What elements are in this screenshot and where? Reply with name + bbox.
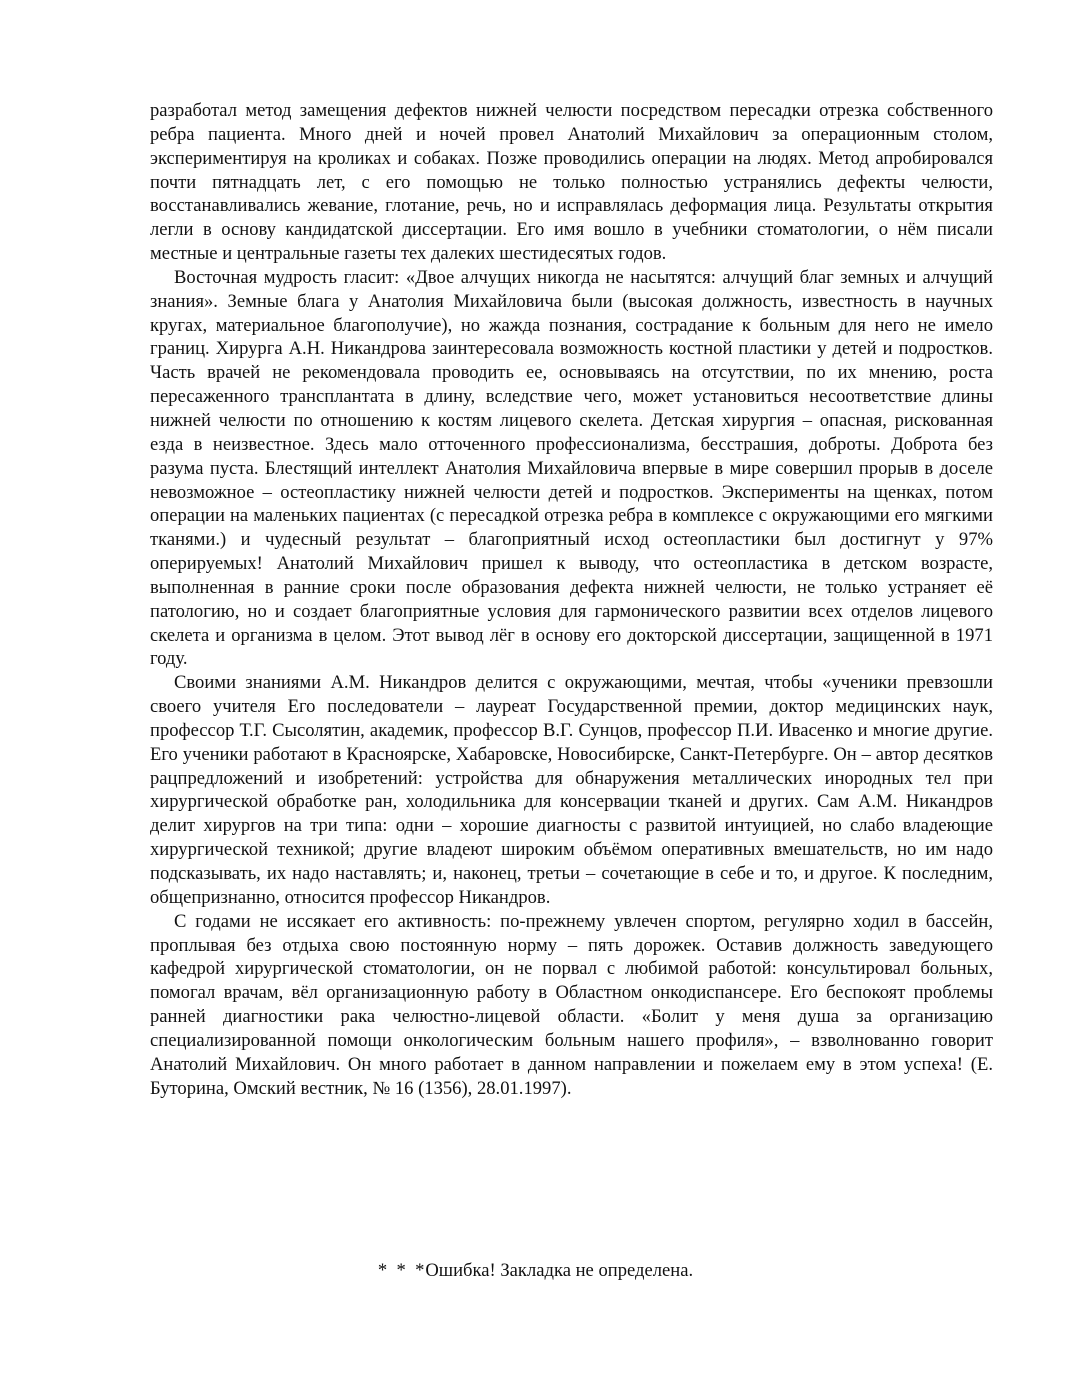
section-separator — [0, 1259, 1071, 1283]
paragraph-1: разработал метод замещения дефектов нижней челюсти посредством пересадки отрезка собственного ребра пациента. Много дней и ночей провел Анатолий Михайлович за операционным столом, экспериментируя на кроликах и собаках. Позже проводились операции на людях. Метод апробировался почти пятнадцать лет, с его помощью не только полностью устранялись дефекты челюсти, восстанавливались жевание, глотание, речь, но и исправлялась деформация лица. Результаты открытия легли в основу кандидатской диссертации. Его имя вошло в учебники стоматологии, о нём писали местные и центральные газеты тех далеких шестидесятых годов. — [150, 100, 993, 265]
separator-stars: * * * — [377, 1260, 425, 1281]
paragraph-3: Своими знаниями А.М. Никандров делится с окружающими, мечтая, чтобы «ученики превзошли своего учителя Его последователи – лауреат Государственной премии, доктор медицинских наук, профессор Т.Г. Сысолятин, академик, профессор В.Г. Сунцов, профессор П.И. Ивасенко и многие другие. Его ученики работают в Красноярске, Хабаровске, Новосибирске, Санкт-Петербурге. Он – автор десятков рацпредложений и изобретений: устройства для обнаружения металлических инородных тел при хирургической обработке ран, холодильника для консервации тканей и других. Сам А.М. Никандров делит хирургов на три типа: одни – хорошие диагносты с развитой интуицией, но слабо владеющие хирургической техникой; другие владеют широким объёмом оперативных вмешательств, но им надо подсказывать, их надо наставлять; и, наконец, третьи – сочетающие в себе и то, и другое. К последним, общепризнанно, относится профессор Никандров. — [150, 672, 993, 908]
document-body — [150, 99, 993, 1100]
paragraph-2: Восточная мудрость гласит: «Двое алчущих никогда не насытятся: алчущий благ земных и алчущий знания». Земные блага у Анатолия Михайловича были (высокая должность, известность в научных кругах, материальное благополучие), но жажда познания, сострадание к больным для него не имело границ. Хирурга А.Н. Никандрова заинтересовала возможность костной пластики у детей и подростков. Часть врачей не рекомендовала проводить ее, основываясь на отсутствии, по их мнению, роста пересаженного трансплантата в длину, вследствие чего, может установиться несоответствие длины нижней челюсти по отношению к костям лицевого скелета. Детская хирургия – опасная, рискованная езда в неизвестное. Здесь мало отточенного профессионализма, бесстрашия, доброты. Доброта без разума пуста. Блестящий интеллект Анатолия Михайловича впервые в мире совершил прорыв в доселе невозможное – остеопластику нижней челюсти детей и подростков. Эксперименты на щенках, потом операции на маленьких пациентах (с пересадкой отрезка ребра в комплексе с окружающими его мягкими тканями.) и чудесный результат – благоприятный исход остеопластики был достигнут у 97% оперируемых! Анатолий Михайлович пришел к выводу, что остеопластика в детском возрасте, выполненная в ранние сроки после образования дефекта нижней челюсти, не только устраняет её патологию, но и создает благоприятные условия для гармонического развитии всех отделов лицевого скелета и организма в целом. Этот вывод лёг в основу его докторской диссертации, защищенной в 1971 году. — [150, 266, 993, 670]
bookmark-error-text: Ошибка! Закладка не определена. — [425, 1260, 694, 1281]
paragraph-4: С годами не иссякает его активность: по-прежнему увлечен спортом, регулярно ходил в бассейн, проплывая без отдыха свою постоянную норму – пять дорожек. Оставив должность заведующего кафедрой хирургической стоматологии, он не порвал с любимой работой: консультировал больных, помогал врачам, вёл организационную работу в Областном онкодиспансере. Его беспокоят проблемы ранней диагностики рака челюстно-лицевой области. «Болит у меня душа за организацию специализированной помощи онкологическим больным нашего профиля», – взволнованно говорит Анатолий Михайлович. Он много работает в данном направлении и пожелаем ему в этом успеха! (Е. Буторина, Омский вестник, № 16 (1356), 28.01.1997). — [150, 910, 993, 1099]
